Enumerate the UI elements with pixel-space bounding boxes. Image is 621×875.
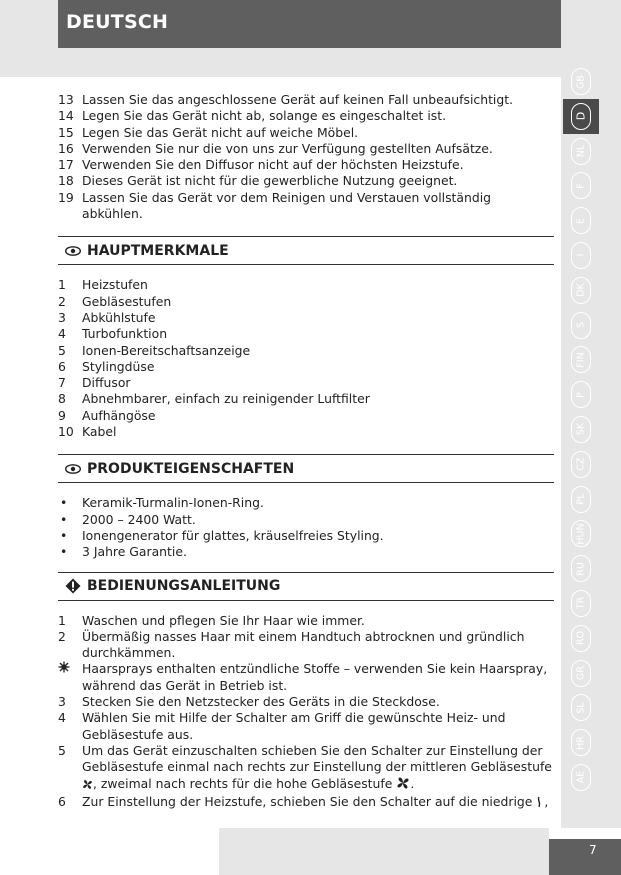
property-item [58,512,554,528]
feature-item [58,375,554,391]
item-number: 13 [58,92,74,107]
item-number: 16 [58,140,74,156]
language-code: HR [575,735,587,750]
page-number-box [549,839,621,875]
section-header-properties [58,454,554,483]
language-code: CZ [575,457,587,471]
feature-item [58,294,554,310]
language-code: GB [575,74,587,89]
language-code: DK [575,283,587,298]
item-number: 6 [58,358,66,374]
item-text: Aufhängöse [82,407,156,423]
bullet: • [60,511,68,527]
instruction-step: 3 Stecken Sie den Netzstecker des Geräts in die Steckdose. [58,694,440,710]
language-pill [571,660,591,687]
item-number: 19 [58,189,74,205]
language-code: I [575,254,587,257]
language-code: HUN [575,523,587,545]
instruction-step: 6 Zur Einstellung der Heizstufe, schieben Sie den Schalter auf die niedrige , [58,794,554,812]
safety-item [58,125,554,141]
item-number: 5 [58,342,66,358]
item-text: Verwenden Sie den Diffusor nicht auf der höchsten Heizstufe. [82,157,464,173]
item-number: 3 [58,309,66,325]
language-pill [571,103,591,130]
language-tab-gr[interactable] [563,656,599,691]
item-text: Stylingdüse [82,358,155,374]
language-tab-i[interactable] [563,238,599,273]
instruction-step: 4 Wählen Sie mit Hilfe der Schalter am Griff die gewünschte Heiz- und Gebläsestufe aus. [58,710,506,742]
header-bar [58,0,561,48]
language-code: SL [575,702,587,714]
language-pill [571,381,591,408]
item-text: Lassen Sie das angeschlossene Gerät auf keinen Fall unbeaufsichtigt. [82,92,514,107]
language-tab-cz[interactable] [563,447,599,482]
language-pill [571,138,591,165]
item-number: 10 [58,424,74,440]
language-pill [571,694,591,721]
language-code: NL [575,144,587,158]
language-tab-p[interactable] [563,377,599,412]
feature-item [58,343,554,359]
language-pill [571,451,591,478]
language-code: F [575,183,587,189]
language-code: PL [575,493,587,505]
language-pill [571,207,591,234]
language-tab-tr[interactable] [563,586,599,621]
item-number: 15 [58,124,74,140]
feature-item [58,277,554,293]
language-code: D [574,112,588,121]
language-tab-s[interactable] [563,308,599,343]
feature-item [58,408,554,424]
item-number: 9 [58,407,66,423]
safety-item [58,92,554,108]
language-tab-nl[interactable] [563,134,599,169]
heat-low-icon [536,796,544,812]
language-tab-dk[interactable] [563,273,599,308]
bullet: • [60,544,68,560]
language-pill [571,172,591,199]
language-code: GR [575,666,587,681]
language-tabs [563,64,599,795]
language-tab-gb[interactable] [563,64,599,99]
item-text: Keramik-Turmalin-Ionen-Ring. [82,495,264,511]
item-number: 7 [58,375,66,391]
item-number: 8 [58,391,66,407]
language-tab-sk[interactable] [563,412,599,447]
eye-icon [58,464,87,474]
language-tab-hun[interactable] [563,516,599,551]
caution-note: Haarsprays enthalten entzündliche Stoffe – verwenden Sie kein Haarspray, während das Gerät in Betrieb ist. [58,661,554,694]
section-header-instructions [58,572,554,601]
safety-item [58,157,554,173]
item-number: 2 [58,293,66,309]
instruction-step: 1 Waschen und pflegen Sie Ihr Haar wie immer. [58,612,365,628]
feature-item [58,359,554,375]
language-tab-ae[interactable] [563,760,599,795]
language-tab-ru[interactable] [563,551,599,586]
item-text: Kabel [82,424,117,440]
properties-list [58,495,554,560]
eye-icon [58,246,87,256]
safety-item [58,108,554,124]
item-text: 3 Jahre Garantie. [82,544,187,560]
section-title: HAUPTMERKMALE [87,242,229,259]
language-tab-sl[interactable] [563,690,599,725]
property-item [58,544,554,560]
item-text: 2000 – 2400 Watt. [82,511,196,527]
footer-band [219,828,549,875]
features-list [58,277,554,440]
language-code: TR [575,597,587,610]
language-tab-f[interactable] [563,168,599,203]
feature-item [58,326,554,342]
language-tab-ro[interactable] [563,621,599,656]
item-number: 18 [58,173,74,189]
instruction-step: 5 Um das Gerät einzuschalten schieben Sie den Schalter zur Einstellung der Gebläsestufe einmal nach rechts zur Einstellung der mittleren Gebläsestufe , zweimal nach rechts für die hohe Gebläsestufe . [58,743,554,794]
item-number: 4 [58,326,66,342]
item-number: 14 [58,108,74,124]
language-pill [571,68,591,95]
item-number: 17 [58,157,74,173]
language-tab-pl[interactable] [563,482,599,517]
property-item [58,495,554,511]
safety-item [58,173,554,189]
item-text: Heizstufen [82,277,148,293]
language-tab-hr[interactable] [563,725,599,760]
language-code: SK [575,423,587,436]
item-text: Abnehmbarer, einfach zu reinigender Luftfilter [82,391,370,407]
language-pill [571,520,591,547]
section-title: PRODUKTEIGENSCHAFTEN [87,460,295,477]
bullet: • [60,495,68,511]
item-text: Gebläsestufen [82,293,172,309]
language-pill [571,312,591,339]
language-pill [571,590,591,617]
caution-star-icon [58,661,82,694]
safety-item [58,141,554,157]
language-pill [571,242,591,269]
language-pill [571,346,591,373]
item-text: Legen Sie das Gerät nicht ab, solange es eingeschaltet ist. [82,108,447,124]
item-text: Ionengenerator für glattes, kräuselfreies Styling. [82,527,384,543]
item-number: 1 [58,277,66,293]
fan-high-icon [396,776,410,794]
language-code: RU [575,561,587,576]
page-title: DEUTSCH [66,11,169,33]
language-pill [571,555,591,582]
language-pill [571,486,591,513]
language-code: P [575,391,587,398]
instruction-step: 2 Übermäßig nasses Haar mit einem Handtuch abtrocknen und gründlich durchkämmen. [58,628,525,661]
language-tab-e[interactable] [563,203,599,238]
warning-icon [58,578,87,594]
feature-item [58,310,554,326]
safety-item [58,190,554,223]
page-number: 7 [589,843,597,857]
item-text: Lassen Sie das Gerät vor dem Reinigen und Verstauen vollständig abkühlen. [82,189,492,222]
language-pill [571,764,591,791]
item-text: Diffusor [82,375,131,391]
item-text: Legen Sie das Gerät nicht auf weiche Möbel. [82,124,359,140]
language-code: RO [575,631,587,646]
language-code: AE [575,771,587,784]
item-text: Ionen-Bereitschaftsanzeige [82,342,251,358]
language-tab-fin[interactable] [563,342,599,377]
language-tab-d[interactable] [563,99,599,134]
language-pill [571,625,591,652]
safety-list [58,92,554,222]
language-pill [571,277,591,304]
item-text: Turbofunktion [82,326,168,342]
language-code: FIN [575,352,587,368]
feature-item [58,424,554,440]
fan-medium-icon [82,778,93,794]
language-pill [571,729,591,756]
feature-item [58,391,554,407]
bullet: • [60,527,68,543]
property-item [58,528,554,544]
item-text: Dieses Gerät ist nicht für die gewerbliche Nutzung geeignet. [82,173,458,189]
item-text: Verwenden Sie nur die von uns zur Verfügung gestellten Aufsätze. [82,140,493,156]
language-pill [571,416,591,443]
item-text: Abkühlstufe [82,309,156,325]
section-header-features [58,236,554,265]
main-content [58,92,554,812]
section-title: BEDIENUNGSANLEITUNG [87,577,281,594]
language-code: S [575,322,587,329]
language-code: E [575,217,587,224]
